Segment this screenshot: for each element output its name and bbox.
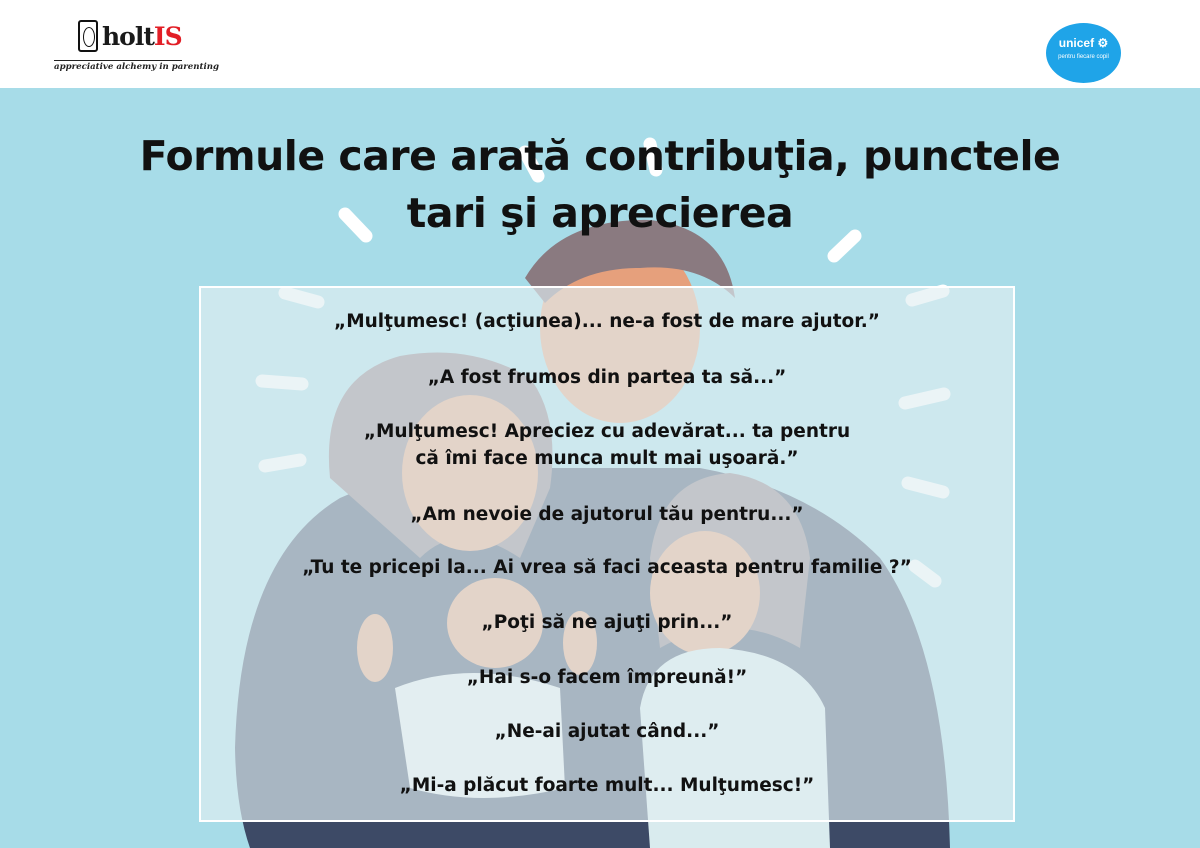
unicef-wordmark <box>1046 36 1121 50</box>
holtis-logo <box>54 20 220 76</box>
header-bar <box>0 0 1200 88</box>
title-line-1: Formule care arată contribuţia, punctele <box>139 132 1061 180</box>
quote-3: „Mulţumesc! Apreciez cu adevărat... ta pentru că îmi face munca mult mai uşoară.” <box>363 421 851 469</box>
unicef-wordmark-text: unicef <box>1058 36 1095 50</box>
title-line-2: tari şi aprecierea <box>406 189 794 237</box>
page-title <box>60 128 1140 242</box>
quote-1: „Mulţumesc! (acţiunea)... ne-a fost de mare ajutor.” <box>334 311 880 332</box>
quote-9: „Mi-a plăcut foarte mult... Mulţumesc!” <box>399 775 815 796</box>
holtis-spiral-icon <box>78 20 98 52</box>
quote-6: „Poţi să ne ajuţi prin...” <box>481 612 733 633</box>
quote-7: „Hai s-o facem împreună!” <box>466 667 748 688</box>
unicef-globe-icon: ⚙ <box>1097 36 1109 50</box>
quote-4: „Am nevoie de ajutorul tău pentru...” <box>410 504 804 525</box>
unicef-tagline: pentru fiecare copil <box>1058 54 1109 60</box>
quote-2: „A fost frumos din partea ta să...” <box>427 367 787 388</box>
holtis-wordmark <box>102 22 182 52</box>
holtis-wordmark-accent: IS <box>153 22 182 51</box>
holtis-wordmark-plain: holt <box>102 22 154 51</box>
quotes-box <box>199 286 1015 822</box>
quote-5: „Tu te pricepi la... Ai vrea să faci aceasta pentru familie ?” <box>302 557 912 578</box>
quote-8: „Ne-ai ajutat când...” <box>494 721 720 742</box>
unicef-logo <box>1046 23 1121 83</box>
poster <box>0 88 1200 848</box>
holtis-tagline: appreciative alchemy in parenting <box>54 62 220 72</box>
